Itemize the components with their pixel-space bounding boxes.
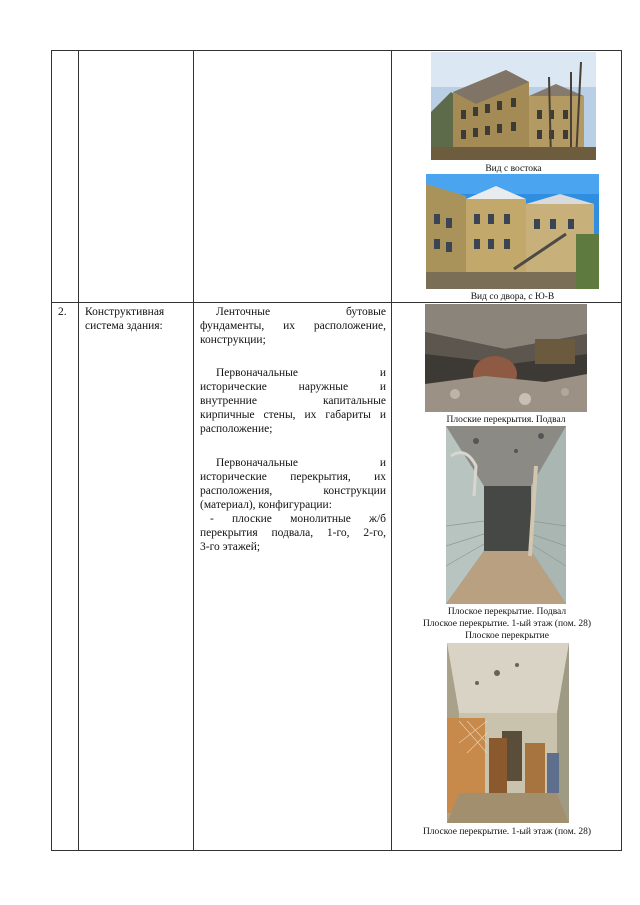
desc-line: конструкции; <box>200 334 266 346</box>
basement-corridor-photo <box>446 426 566 604</box>
first-floor-room-photo <box>447 643 569 823</box>
desc-line: кирпичные стены, их габариты и <box>200 409 386 421</box>
desc-line: внутренние капитальные <box>200 395 386 407</box>
desc-line: расположение; <box>200 423 273 435</box>
table-left-border <box>51 50 52 851</box>
row-name-line: Конструктивная <box>85 306 165 318</box>
photo-caption: Плоское перекрытие. 1-ый этаж (пом. 28) <box>422 827 592 837</box>
column-divider-1 <box>78 50 79 851</box>
basement-ceiling-photo <box>425 304 587 412</box>
desc-line: исторические наружные и <box>200 381 386 393</box>
photo-caption-line: Плоское перекрытие <box>465 631 549 641</box>
desc-line: Первоначальные и <box>216 367 386 379</box>
photo-caption: Вид с востока <box>485 164 542 174</box>
building-east-view-photo <box>431 52 596 160</box>
building-courtyard-view-photo <box>426 174 599 289</box>
table-top-border <box>51 50 622 51</box>
photo-caption-line: Плоское перекрытие. Подвал <box>447 607 567 617</box>
desc-line: - плоские монолитные ж/б <box>210 513 386 525</box>
column-divider-2 <box>193 50 194 851</box>
description-foundations <box>200 305 386 347</box>
row-name-line: система здания: <box>85 320 163 332</box>
table-right-border <box>621 50 622 851</box>
photo-caption: Вид со двора, с Ю-В <box>470 292 555 302</box>
desc-line: исторические перекрытия, их <box>200 471 386 483</box>
desc-line: фундаменты, их расположение, <box>200 320 386 332</box>
row-number: 2. <box>58 306 67 318</box>
description-walls <box>200 366 386 436</box>
desc-line: 3-го этажей; <box>200 541 261 553</box>
desc-line: перекрытия подвала, 1-го, 2-го, <box>200 527 386 539</box>
desc-line: Ленточные бутовые <box>216 306 386 318</box>
photo-caption: Плоские перекрытия. Подвал <box>446 415 566 425</box>
desc-line: расположения, конструкции <box>200 485 386 497</box>
photo-caption-group <box>396 606 618 642</box>
row-name <box>85 305 190 333</box>
description-floors <box>200 456 386 554</box>
photo-caption-line: Плоское перекрытие. 1-ый этаж (пом. 28) <box>422 619 592 629</box>
table-bottom-border <box>51 850 622 851</box>
desc-line: Первоначальные и <box>216 457 386 469</box>
desc-line: (материал), конфигурации: <box>200 499 332 511</box>
column-divider-3 <box>391 50 392 851</box>
